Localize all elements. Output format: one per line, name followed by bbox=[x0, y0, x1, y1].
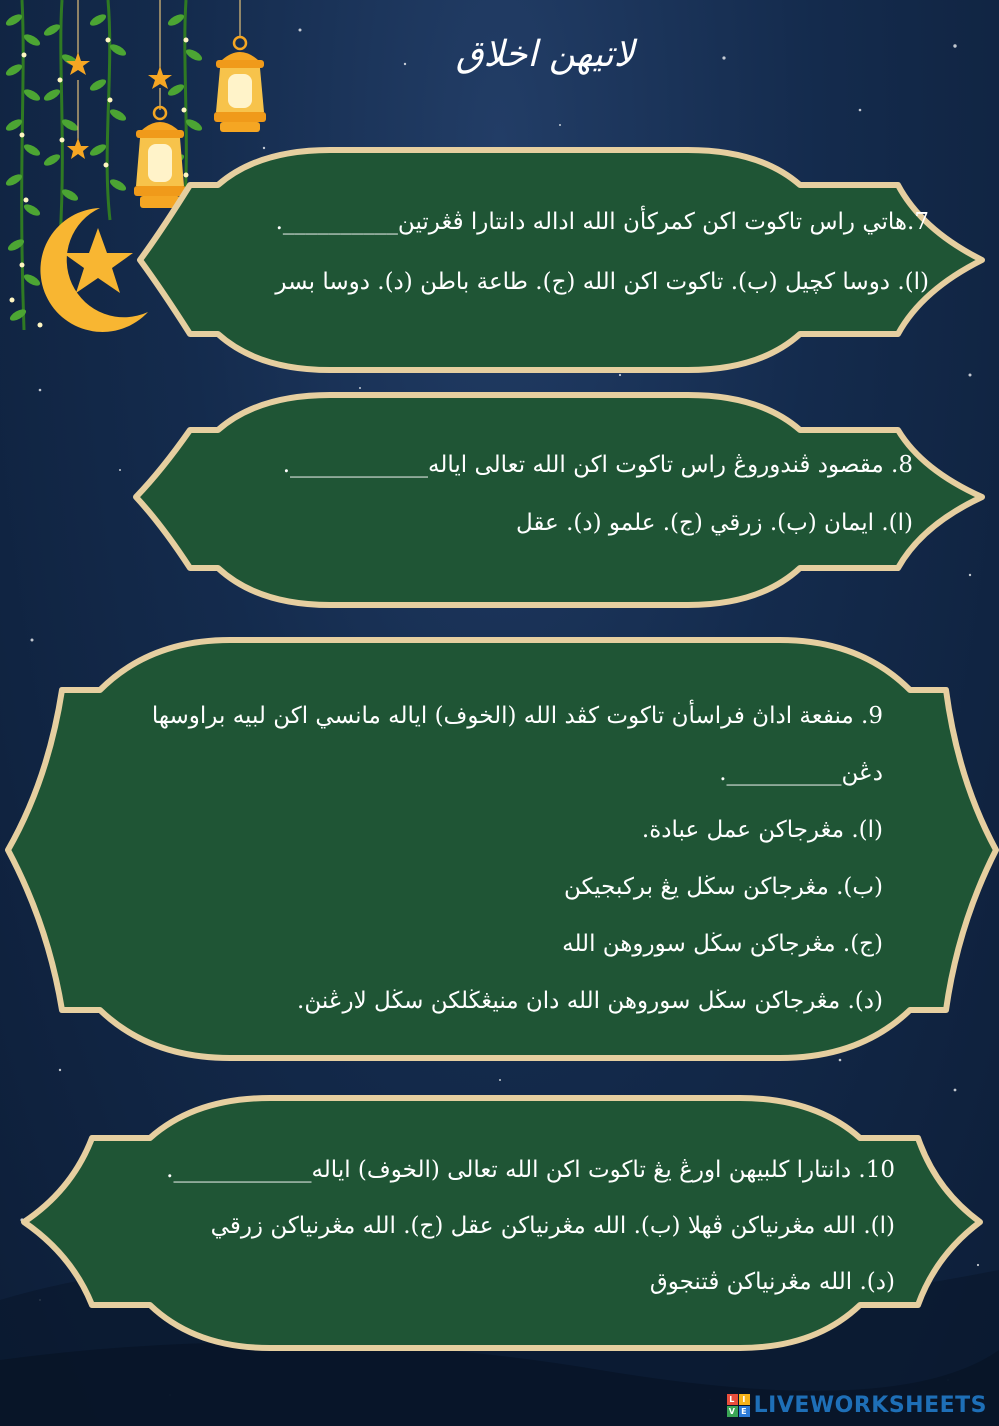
question-8-stem: 8. مقصود ڤندوروڠ راس تاكوت اكن الله تعالى اياله____________. bbox=[282, 452, 913, 478]
liveworksheets-brand[interactable] bbox=[727, 1393, 987, 1418]
worksheet-title: لاتيهن اخلاق bbox=[455, 34, 635, 75]
question-7 bbox=[275, 192, 929, 312]
question-9 bbox=[123, 688, 883, 1030]
question-9-option-d[interactable]: (د). مڠرجاكن سڬل سوروهن الله دان منيڠڬلكن سڬل لارڠنڽ. bbox=[297, 988, 883, 1014]
question-8-options[interactable]: (ا). ايمان (ب). زرقي (ج). علمو (د). عقل bbox=[516, 510, 913, 536]
question-9-option-b[interactable]: (ب). مڠرجاكن سڬل يڠ بركبجيكن bbox=[564, 874, 883, 900]
question-9-option-c[interactable]: (ج). مڠرجاكن سڬل سوروهن الله bbox=[562, 931, 883, 957]
question-7-options[interactable]: (ا). دوسا كچيل (ب). تاكوت اكن الله (ج). طاعة باطن (د). دوسا بسر bbox=[275, 269, 929, 295]
brand-name: LIVEWORKSHEETS bbox=[753, 1393, 987, 1418]
question-10 bbox=[166, 1142, 895, 1310]
question-10-options-row-1[interactable]: (ا). الله مڠرنياكن ڤهلا (ب). الله مڠرنياكن عقل (ج). الله مڠرنياكن زرقي bbox=[210, 1213, 895, 1239]
question-10-options-row-2[interactable]: (د). الله مڠرنياكن ڤتنجوق bbox=[649, 1269, 895, 1295]
question-9-option-a[interactable]: (ا). مڠرجاكن عمل عبادة. bbox=[641, 817, 883, 843]
question-7-stem: 7.هاتي راس تاكوت اكن كمركأن الله اداله دانتارا ڤڠرتين__________. bbox=[275, 209, 929, 235]
question-8 bbox=[283, 436, 913, 552]
question-9-stem: 9. منفعة اداڽ فراسأن تاكوت كڤد الله (الخوف) اياله مانسي اكن لبيه براوسها دڠن__________. bbox=[151, 703, 883, 786]
question-10-stem: 10. دانتارا كلبيهن اورڠ يڠ تاكوت اكن الله تعالى (الخوف) اياله____________. bbox=[166, 1157, 895, 1183]
liveworksheets-logo-icon: L I V E bbox=[727, 1394, 750, 1417]
